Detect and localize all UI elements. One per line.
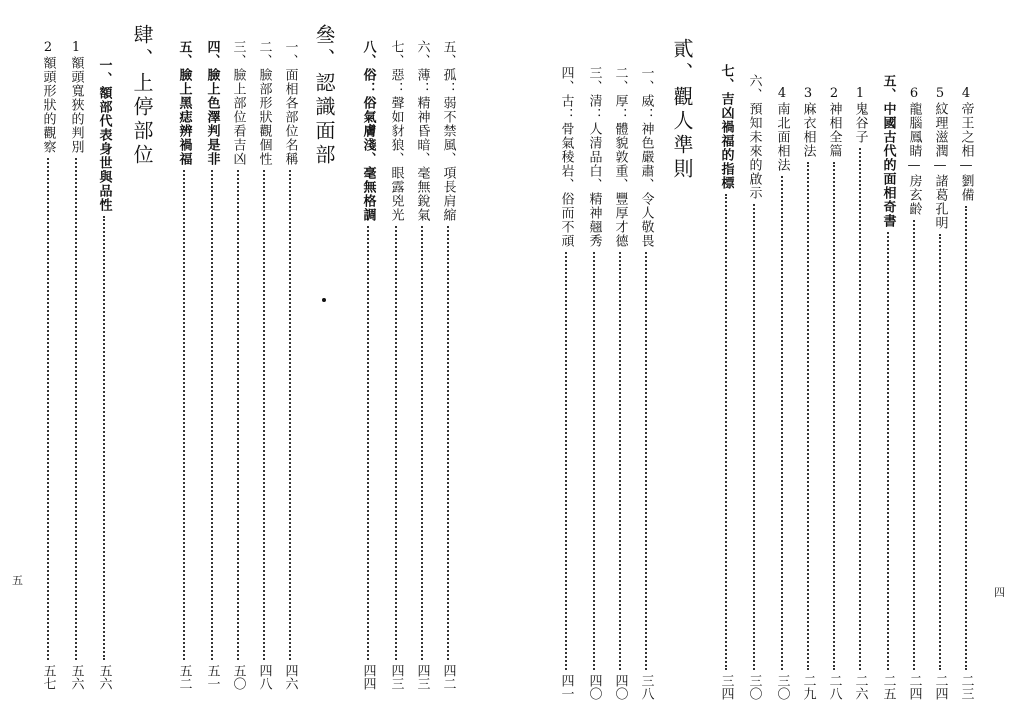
entry-title: 五、孤：弱不禁風、項長肩縮: [440, 40, 456, 222]
entry-page: 二六: [852, 674, 868, 700]
entry-title: 五、中國古代的面相奇書: [880, 74, 896, 228]
entry-title: 七、惡：聲如豺狼、眼露兇光: [388, 40, 404, 222]
dot-leader: [887, 232, 889, 670]
entry-page: 四〇: [586, 674, 602, 700]
left-page-number: 五: [12, 574, 23, 587]
dot-leader: [183, 170, 185, 660]
entry-page: 五二: [176, 664, 192, 690]
dot-leader: [781, 176, 783, 670]
dot-leader: [833, 162, 835, 670]
dot-leader: [965, 206, 967, 670]
dot-leader: [565, 252, 567, 670]
entry-page: 二九: [800, 674, 816, 700]
entry-title: 4帝王之相—劉備: [958, 86, 974, 202]
entry-page: 三八: [638, 674, 654, 700]
section-heading-er: 貳、觀人準則: [670, 38, 694, 182]
entry-title: 6龍腦鳳睛—房玄齡: [906, 86, 922, 216]
entry-title: 1鬼谷子: [852, 86, 868, 144]
dot-leader: [211, 170, 213, 660]
entry-title: 4南北面相法: [774, 86, 790, 172]
entry-title: 四、臉上色澤判是非: [204, 40, 220, 166]
toc-entry: [278, 40, 302, 690]
dot-leader: [263, 170, 265, 660]
entry-page: 二八: [826, 674, 842, 700]
dot-leader: [913, 220, 915, 670]
entry-title: 1額頭寬狹的判別: [68, 40, 84, 154]
dot-leader: [859, 148, 861, 670]
toc-entry: [384, 40, 408, 690]
toc-entry: [410, 40, 434, 690]
toc-entry: [172, 40, 196, 690]
dot-leader: [103, 216, 105, 660]
entry-page: 四八: [256, 664, 272, 690]
toc-entry: [928, 86, 952, 700]
dot-leader: [939, 234, 941, 670]
entry-page: 三〇: [774, 674, 790, 700]
toc-entry: [64, 40, 88, 690]
dot-leader: [237, 170, 239, 660]
ink-dot: [322, 298, 326, 302]
entry-page: 四三: [414, 664, 430, 690]
dot-leader: [447, 226, 449, 660]
toc-entry: [822, 86, 846, 700]
entry-page: 二四: [906, 674, 922, 700]
toc-entry: [36, 40, 60, 690]
entry-page: 二三: [958, 674, 974, 700]
dot-leader: [725, 194, 727, 670]
dot-leader: [421, 226, 423, 660]
dot-leader: [395, 226, 397, 660]
toc-entry: [226, 40, 250, 690]
toc-entry: [770, 86, 794, 700]
entry-page: 四六: [282, 664, 298, 690]
toc-entry: [582, 66, 606, 700]
toc-entry: [436, 40, 460, 690]
dot-leader: [753, 204, 755, 670]
dot-leader: [75, 158, 77, 660]
toc-entry: [200, 40, 224, 690]
entry-title: 2神相全篇: [826, 86, 842, 158]
dot-leader: [807, 162, 809, 670]
entry-title: 五、臉上黑痣辨禍福: [176, 40, 192, 166]
dot-leader: [593, 252, 595, 670]
entry-title: 七、吉凶禍福的指標: [718, 64, 734, 190]
toc-entry: [714, 64, 738, 700]
section-heading-san: 叄、認識面部: [312, 24, 336, 168]
toc-entry: [252, 40, 276, 690]
toc-entry: [902, 86, 926, 700]
toc-entry: [634, 66, 658, 700]
entry-page: 四〇: [612, 674, 628, 700]
entry-page: 五六: [68, 664, 84, 690]
dot-leader: [47, 158, 49, 660]
entry-title: 六、預知未來的啟示: [746, 74, 762, 200]
entry-page: 二五: [880, 674, 896, 700]
dot-leader: [645, 252, 647, 670]
dot-leader: [289, 170, 291, 660]
entry-title: 三、臉上部位看吉凶: [230, 40, 246, 166]
entry-page: 五〇: [230, 664, 246, 690]
entry-page: 五六: [96, 664, 112, 690]
dot-leader: [367, 226, 369, 660]
toc-entry: [796, 86, 820, 700]
entry-title: 一、威：神色嚴肅、令人敬畏: [638, 66, 654, 248]
toc-entry: [554, 66, 578, 700]
entry-title: 八、俗：俗氣膚淺、毫無格調: [360, 40, 376, 222]
entry-title: 一、額部代表身世與品性: [96, 58, 112, 212]
entry-page: 三〇: [746, 674, 762, 700]
entry-page: 五七: [40, 664, 56, 690]
entry-title: 二、臉部形狀觀個性: [256, 40, 272, 166]
entry-title: 3麻衣相法: [800, 86, 816, 158]
entry-page: 五一: [204, 664, 220, 690]
entry-title: 2額頭形狀的觀察: [40, 40, 56, 154]
toc-entry: [954, 86, 978, 700]
section-heading-si: 肆、上停部位: [130, 24, 154, 168]
toc-entry: [848, 86, 872, 700]
entry-title: 四、古：骨氣稜岩、俗而不頑: [558, 66, 574, 248]
entry-title: 三、清：人清品白、精神翹秀: [586, 66, 602, 248]
toc-entry: [92, 58, 116, 690]
entry-title: 二、厚：體貌敦重、豐厚才德: [612, 66, 628, 248]
dot-leader: [619, 252, 621, 670]
entry-title: 5紋理滋潤—諸葛孔明: [932, 86, 948, 230]
entry-page: 四三: [388, 664, 404, 690]
entry-page: 二四: [932, 674, 948, 700]
right-page-number: 四: [994, 586, 1005, 599]
toc-entry: [356, 40, 380, 690]
toc-entry: [742, 74, 766, 700]
entry-page: 四二: [440, 664, 456, 690]
entry-title: 一、面相各部位名稱: [282, 40, 298, 166]
entry-title: 六、薄：精神昏暗、毫無銳氣: [414, 40, 430, 222]
entry-page: 三四: [718, 674, 734, 700]
entry-page: 四一: [558, 674, 574, 700]
toc-entry: [876, 74, 900, 700]
entry-page: 四四: [360, 664, 376, 690]
toc-entry: [608, 66, 632, 700]
